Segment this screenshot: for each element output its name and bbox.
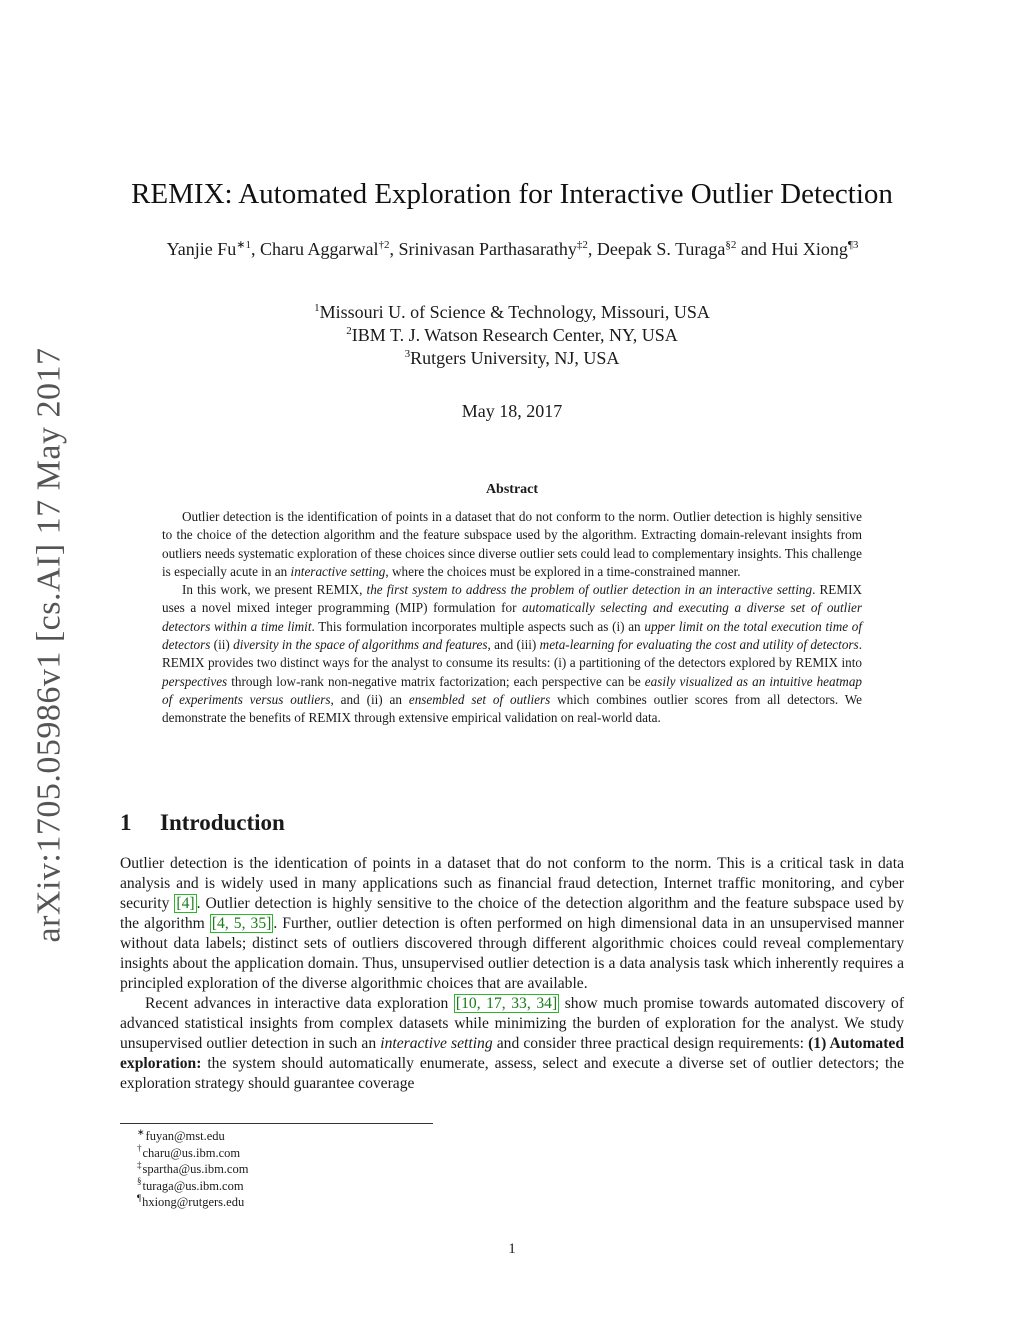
abstract-paragraph: Outlier detection is the identification of points in a dataset that do not conform to the norm. Outlier detection is highly sensitive to the choice of the detection algorithm and the feature subspace used by the algorithm. Extracting domain-relevant insights from outliers needs systematic exploration of these choices since diverse outlier sets could lead to complementary insights. This challenge is especially acute in an interactive setting, where the choices must be explored in a time-constrained manner. [162,509,862,579]
citation-link[interactable]: [4] [176,895,195,912]
affiliation-mark: 3 [404,348,411,360]
footnote: §turaga@us.ibm.com [137,1176,244,1193]
author-mark: ∗1 [236,239,251,251]
footnote-email: hxiong@rutgers.edu [142,1195,245,1209]
intro-paragraph: Recent advances in interactive data exploration [10, 17, 33, 34] show much promise towards automated discovery of advanced statistical insights from complex datasets while minimizing the burden of exploration for the analyst. We study unsupervised outlier detection in such an interactive setting and consider three practical design requirements: (1) Automated exploration: the system should automatically enumerate, assess, select and execute a diverse set of outlier detectors; the exploration strategy should guarantee coverage [120,995,905,1092]
author-name: and Hui Xiong [736,239,848,259]
footnote: †charu@us.ibm.com [137,1143,241,1160]
abstract-heading: Abstract [485,482,539,497]
affiliation-text: Rutgers University, NJ, USA [410,348,620,368]
section-heading [120,810,285,836]
author-name: , Deepak S. Turaga [587,239,726,259]
arxiv-stamp [28,347,72,943]
abstract-body [162,508,862,728]
citation-link[interactable]: [4, 5, 35] [211,915,272,932]
author-list [125,237,900,261]
footnote: ‡spartha@us.ibm.com [137,1159,249,1176]
author-mark: ¶3 [847,239,859,251]
affiliations [0,301,1024,370]
intro-paragraph: Outlier detection is the identication of points in a dataset that do not conform to the norm. This is a critical task in data analysis and is widely used in many applications such as financial fraud detection, Internet traffic monitoring, and cyber security [4] . Outlier detection is highly sensitive to the choice of the detection algorithm and the feature subspace used by the algorithm [4, 5, 35] . Further, outlier detection is often performed on high dimensional data in an unsupervised manner without data labels; distinct sets of outliers discovered through different algorithmic choices could reveal complementary insights about the application domain. Thus, unsupervised outlier detection is a data analysis task which inherently requires a principled exploration of the diverse algorithmic choices that are available. [120,855,905,992]
introduction-body [120,854,904,1094]
section-title: Introduction [160,810,285,835]
author-mark: †2 [378,239,390,251]
section-number: 1 [120,810,132,835]
author-name: , Charu Aggarwal [251,239,379,259]
affiliation-text: IBM T. J. Watson Research Center, NY, USA [351,325,678,345]
affiliation [0,301,1024,324]
author-name: , Srinivasan Parthasarathy [389,239,577,259]
footnote: ¶hxiong@rutgers.edu [137,1192,245,1209]
citation-link[interactable]: [10, 17, 33, 34] [455,995,558,1012]
author-name: Yanjie Fu [166,239,237,259]
affiliation [0,347,1024,370]
affiliation-text: Missouri U. of Science & Technology, Missouri, USA [319,302,710,322]
affiliation-mark: 1 [314,302,320,314]
affiliation [0,324,1024,347]
arxiv-stamp-text: arXiv:1705.05986v1 [cs.AI] 17 May 2017 [31,347,68,943]
footnote-email: spartha@us.ibm.com [142,1162,249,1176]
page-number: 1 [508,1241,516,1257]
affiliation-mark: 2 [346,325,352,337]
footnotes [137,1128,248,1211]
footnote-email: turaga@us.ibm.com [142,1178,244,1193]
abstract-paragraph: In this work, we present REMIX, the first system to address the problem of outlier detection in an interactive setting. REMIX uses a novel mixed integer programming (MIP) formulation for automatically selecting and executing a diverse set of outlier detectors within a time limit. This formulation incorporates multiple aspects such as (i) an upper limit on the total execution time of detectors (ii) diversity in the space of algorithms and features, and (iii) meta-learning for evaluating the cost and utility of detectors. REMIX provides two distinct ways for the analyst to consume its results: (i) a partitioning of the detectors explored by REMIX into perspectives through low-rank non-negative matrix factorization; each perspective can be easily visualized as an intuitive heatmap of experiments versus outliers, and (ii) an ensembled set of outliers which combines outlier scores from all detectors. We demonstrate the benefits of REMIX through extensive empirical validation on real-world data. [162,582,863,726]
paper-title: REMIX: Automated Exploration for Interactive Outlier Detection [131,178,893,210]
footnote-rule [120,1123,433,1124]
footnote-email: fuyan@mst.edu [145,1129,225,1143]
footnote: ∗fuyan@mst.edu [137,1126,225,1143]
author-mark: ‡2 [576,239,588,251]
author-mark: §2 [725,239,737,251]
paper-date: May 18, 2017 [461,401,563,421]
footnote-email: charu@us.ibm.com [142,1145,241,1160]
